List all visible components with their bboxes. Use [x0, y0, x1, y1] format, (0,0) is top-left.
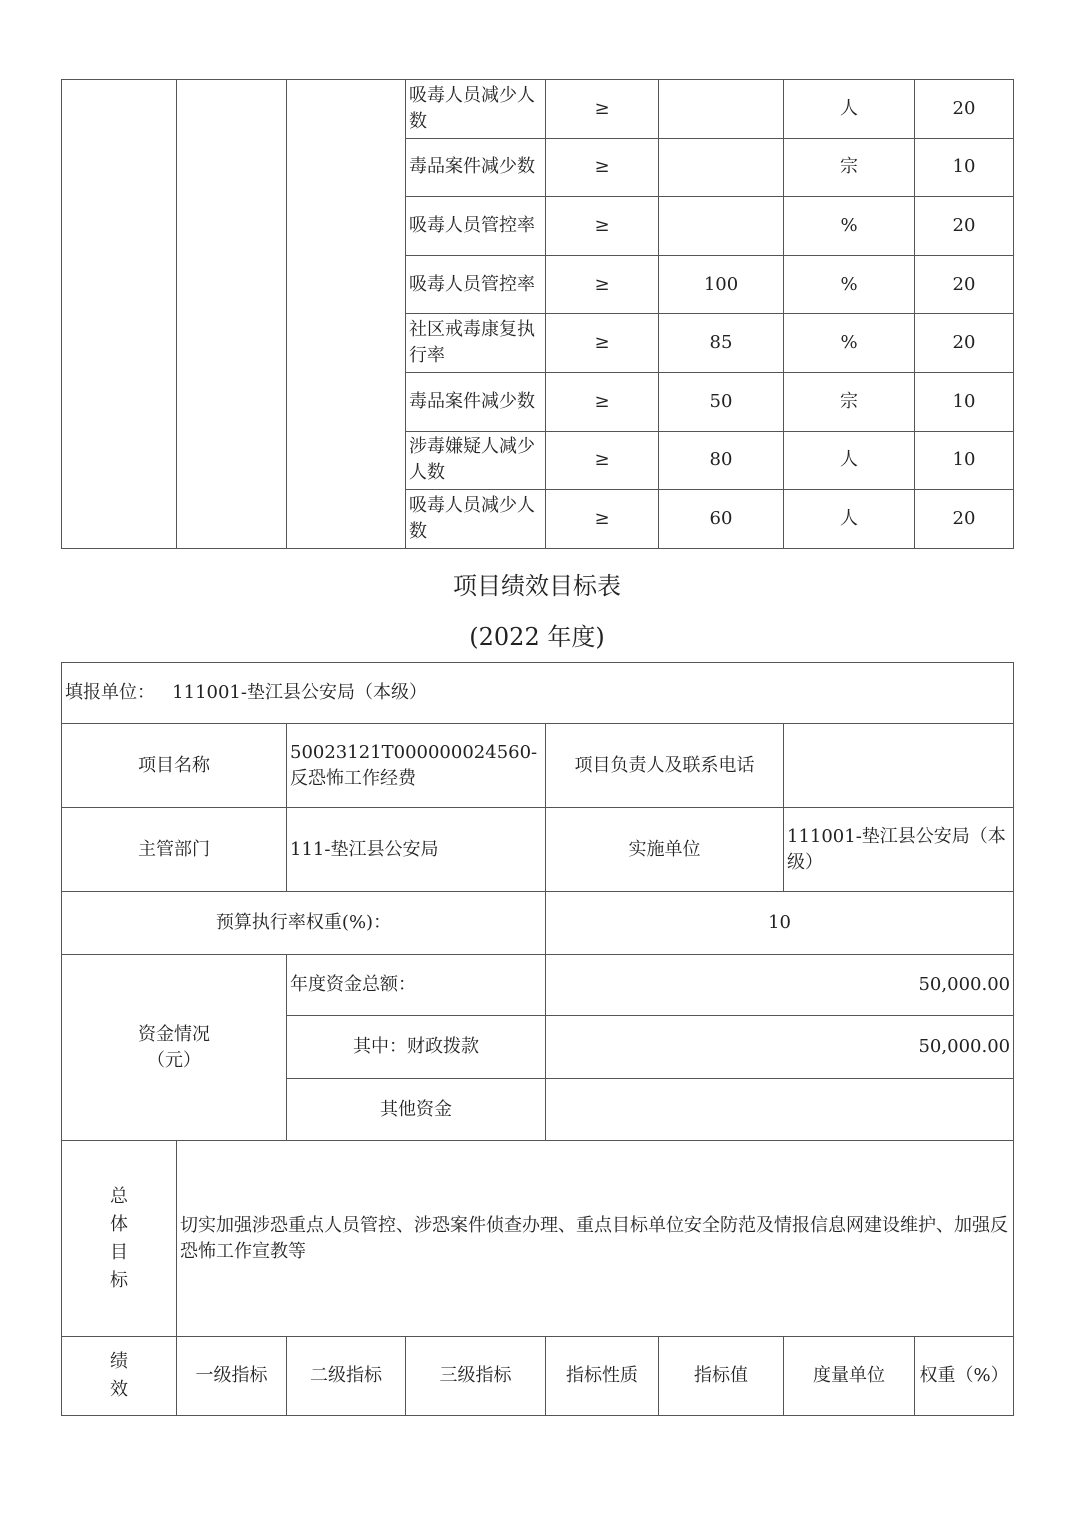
header-nature: 指标性质: [546, 1337, 659, 1416]
indicator-weight: 20: [915, 255, 1014, 314]
indicator-header-row: [62, 1337, 1014, 1416]
header-weight: 权重（%）: [915, 1337, 1014, 1416]
indicator-unit: 宗: [784, 138, 915, 197]
page-subtitle-year: (2022 年度): [469, 623, 605, 651]
perf-label: 绩效: [110, 1351, 128, 1400]
budget-rate-row: [62, 892, 1014, 955]
merged-empty-cell: [287, 80, 406, 549]
funds-label: 资金情况: [138, 1023, 210, 1045]
indicator-unit: 人: [784, 80, 915, 139]
indicator-name: 吸毒人员管控率: [406, 197, 546, 256]
indicator-name: 毒品案件减少数: [406, 138, 546, 197]
indicator-value: 100: [659, 255, 784, 314]
indicator-nature: ≥: [546, 490, 659, 549]
header-level1: 一级指标: [177, 1337, 287, 1416]
impl-value: 111001-垫江县公安局（本级）: [784, 808, 1014, 892]
fiscal-value: 50,000.00: [546, 1016, 1014, 1079]
indicator-weight: 20: [915, 314, 1014, 373]
header-level2: 二级指标: [287, 1337, 406, 1416]
indicator-nature: ≥: [546, 138, 659, 197]
fill-unit-value: 111001-垫江县公安局（本级）: [172, 682, 427, 703]
dept-row: [62, 808, 1014, 892]
header-value: 指标值: [659, 1337, 784, 1416]
annual-total-label: 年度资金总额：: [287, 955, 546, 1016]
indicator-weight: 20: [915, 197, 1014, 256]
indicator-weight: 20: [915, 80, 1014, 139]
header-level3: 三级指标: [406, 1337, 546, 1416]
indicator-unit: 人: [784, 431, 915, 490]
indicator-nature: ≥: [546, 80, 659, 139]
indicator-weight: 10: [915, 372, 1014, 431]
indicator-name: 社区戒毒康复执行率: [406, 314, 546, 373]
indicator-value: [659, 197, 784, 256]
performance-target-table: [61, 662, 1014, 1416]
indicator-name: 毒品案件减少数: [406, 372, 546, 431]
header-unit: 度量单位: [784, 1337, 915, 1416]
indicator-name: 吸毒人员管控率: [406, 255, 546, 314]
indicator-weight: 20: [915, 490, 1014, 549]
indicator-name: 吸毒人员减少人数: [406, 80, 546, 139]
goal-row: [62, 1141, 1014, 1337]
indicator-unit: 宗: [784, 372, 915, 431]
goal-value: 切实加强涉恐重点人员管控、涉恐案件侦查办理、重点目标单位安全防范及情报信息网建设维护、加强反恐怖工作宣教等: [177, 1141, 1014, 1337]
merged-empty-cell: [177, 80, 287, 549]
indicator-nature: ≥: [546, 431, 659, 490]
indicator-value: [659, 80, 784, 139]
funds-label-cell: [62, 955, 287, 1141]
indicator-value: 85: [659, 314, 784, 373]
dept-value: 111-垫江县公安局: [287, 808, 546, 892]
indicator-nature: ≥: [546, 255, 659, 314]
dept-label: 主管部门: [62, 808, 287, 892]
indicator-value: 50: [659, 372, 784, 431]
impl-label: 实施单位: [546, 808, 784, 892]
project-name-row: [62, 724, 1014, 808]
indicator-nature: ≥: [546, 314, 659, 373]
budget-rate-value: 10: [546, 892, 1014, 955]
budget-rate-label: 预算执行率权重(%)：: [62, 892, 546, 955]
table-row: [62, 80, 1014, 139]
annual-total-row: [62, 955, 1014, 1016]
annual-total-value: 50,000.00: [546, 955, 1014, 1016]
indicator-nature: ≥: [546, 197, 659, 256]
goal-label: 总体目标: [110, 1185, 128, 1291]
fiscal-label: 其中：财政拨款: [287, 1016, 546, 1079]
indicator-unit: %: [784, 255, 915, 314]
fill-unit-label: 填报单位：: [65, 682, 155, 703]
page-title: 项目绩效目标表: [453, 572, 621, 600]
other-funds-label: 其他资金: [287, 1079, 546, 1141]
project-name-value: 50023121T000000024560-反恐怖工作经费: [287, 724, 546, 808]
indicator-name: 吸毒人员减少人数: [406, 490, 546, 549]
indicator-value: 80: [659, 431, 784, 490]
fill-unit-row: [62, 663, 1014, 724]
contact-label: 项目负责人及联系电话: [546, 724, 784, 808]
indicator-value: 60: [659, 490, 784, 549]
merged-empty-cell: [62, 80, 177, 549]
project-name-label: 项目名称: [62, 724, 287, 808]
indicator-value: [659, 138, 784, 197]
contact-value: [784, 724, 1014, 808]
indicator-nature: ≥: [546, 372, 659, 431]
indicator-unit: 人: [784, 490, 915, 549]
funds-unit: （元）: [147, 1049, 201, 1071]
indicator-table-continued: [61, 79, 1014, 549]
indicator-unit: %: [784, 197, 915, 256]
indicator-unit: %: [784, 314, 915, 373]
other-funds-value: [546, 1079, 1014, 1141]
indicator-weight: 10: [915, 138, 1014, 197]
indicator-name: 涉毒嫌疑人减少人数: [406, 431, 546, 490]
indicator-weight: 10: [915, 431, 1014, 490]
